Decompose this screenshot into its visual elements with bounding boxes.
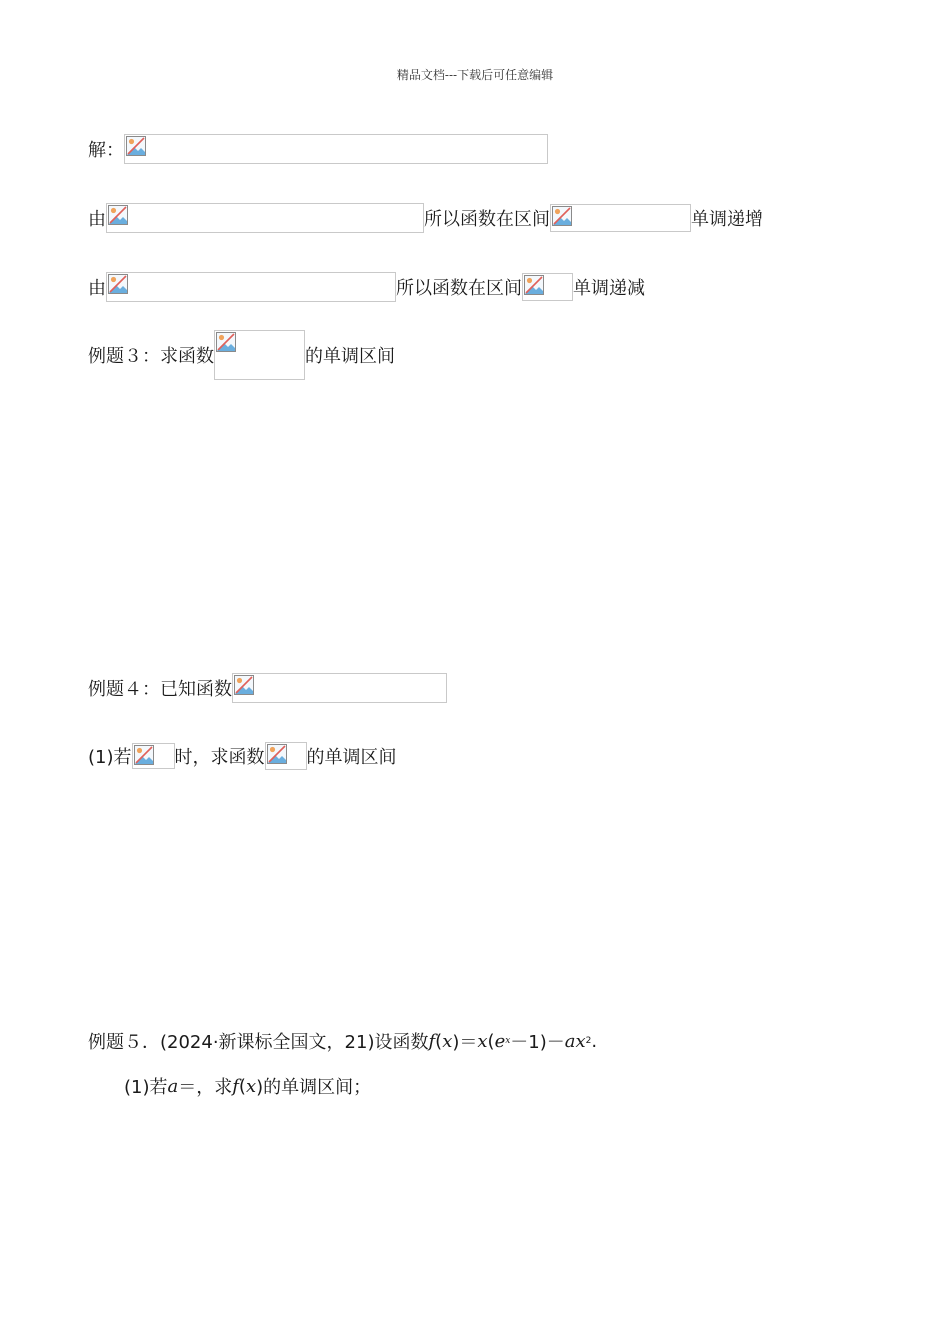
formula-image [124, 134, 548, 164]
broken-image-icon [216, 332, 236, 352]
math-equals: )＝ [452, 1032, 478, 1053]
math-paren: ( [435, 1030, 443, 1052]
math-x: x [245, 1075, 257, 1097]
example-4-text: 例题４：已知函数 [88, 679, 232, 700]
broken-image-icon [552, 206, 572, 226]
example-4-question-1 [88, 740, 397, 772]
text-interval: 所以函数在区间 [396, 278, 522, 299]
example-3-text: 例题３：求函数 [88, 346, 214, 367]
math-a: a [564, 1030, 576, 1052]
broken-image-icon [108, 274, 128, 294]
decreasing-line [88, 271, 645, 303]
example-5-question-1 [124, 1070, 371, 1102]
page-header: 精品文档---下载后可任意编辑 [396, 68, 554, 82]
math-paren: ( [487, 1030, 495, 1052]
broken-image-icon [267, 744, 287, 764]
math-dot: . [591, 1030, 598, 1052]
increasing-line [88, 202, 763, 234]
math-paren: ( [238, 1075, 246, 1097]
math-x: x [477, 1030, 488, 1052]
broken-image-icon [524, 275, 544, 295]
text-increasing: 单调递增 [691, 209, 763, 230]
math-a: a [167, 1075, 179, 1097]
question-suffix: 的单调区间 [306, 747, 397, 768]
formula-image [522, 273, 573, 301]
text-by: 由 [88, 209, 106, 230]
question-middle: 时，求函数 [174, 747, 265, 768]
question-suffix: )的单调区间； [256, 1077, 372, 1098]
math-x: x [575, 1030, 586, 1052]
example-5-text: 例题５．(2024·新课标全国文，21)设函数 [88, 1032, 429, 1053]
broken-image-icon [126, 136, 146, 156]
math-f: f [428, 1030, 436, 1052]
broken-image-icon [108, 205, 128, 225]
math-e: e [494, 1030, 506, 1052]
question-prefix: (1)若 [124, 1077, 168, 1098]
broken-image-icon [234, 675, 254, 695]
question-middle: ＝，求 [178, 1077, 233, 1098]
solution-line [88, 133, 548, 165]
formula-image [265, 742, 307, 770]
math-minus: －1)－ [510, 1032, 565, 1053]
formula-image [106, 203, 424, 233]
formula-image [132, 743, 175, 769]
text-decreasing: 单调递减 [573, 278, 645, 299]
formula-image [214, 330, 305, 380]
text-by: 由 [88, 278, 106, 299]
broken-image-icon [134, 745, 154, 765]
formula-image [232, 673, 447, 703]
example-4 [88, 672, 447, 704]
example-5: 例题５．(2024·新课标全国文，21)设函数 f ( x )＝ x ( e x －1)－ a x 2 . [88, 1025, 597, 1057]
formula-image [106, 272, 396, 302]
math-f: f [232, 1075, 239, 1097]
question-prefix: (1)若 [88, 747, 132, 768]
example-3 [88, 330, 395, 380]
math-x: x [442, 1030, 453, 1052]
example-3-suffix: 的单调区间 [305, 346, 395, 367]
formula-image [550, 204, 691, 232]
text-interval: 所以函数在区间 [424, 209, 550, 230]
solution-label: 解： [88, 140, 124, 161]
